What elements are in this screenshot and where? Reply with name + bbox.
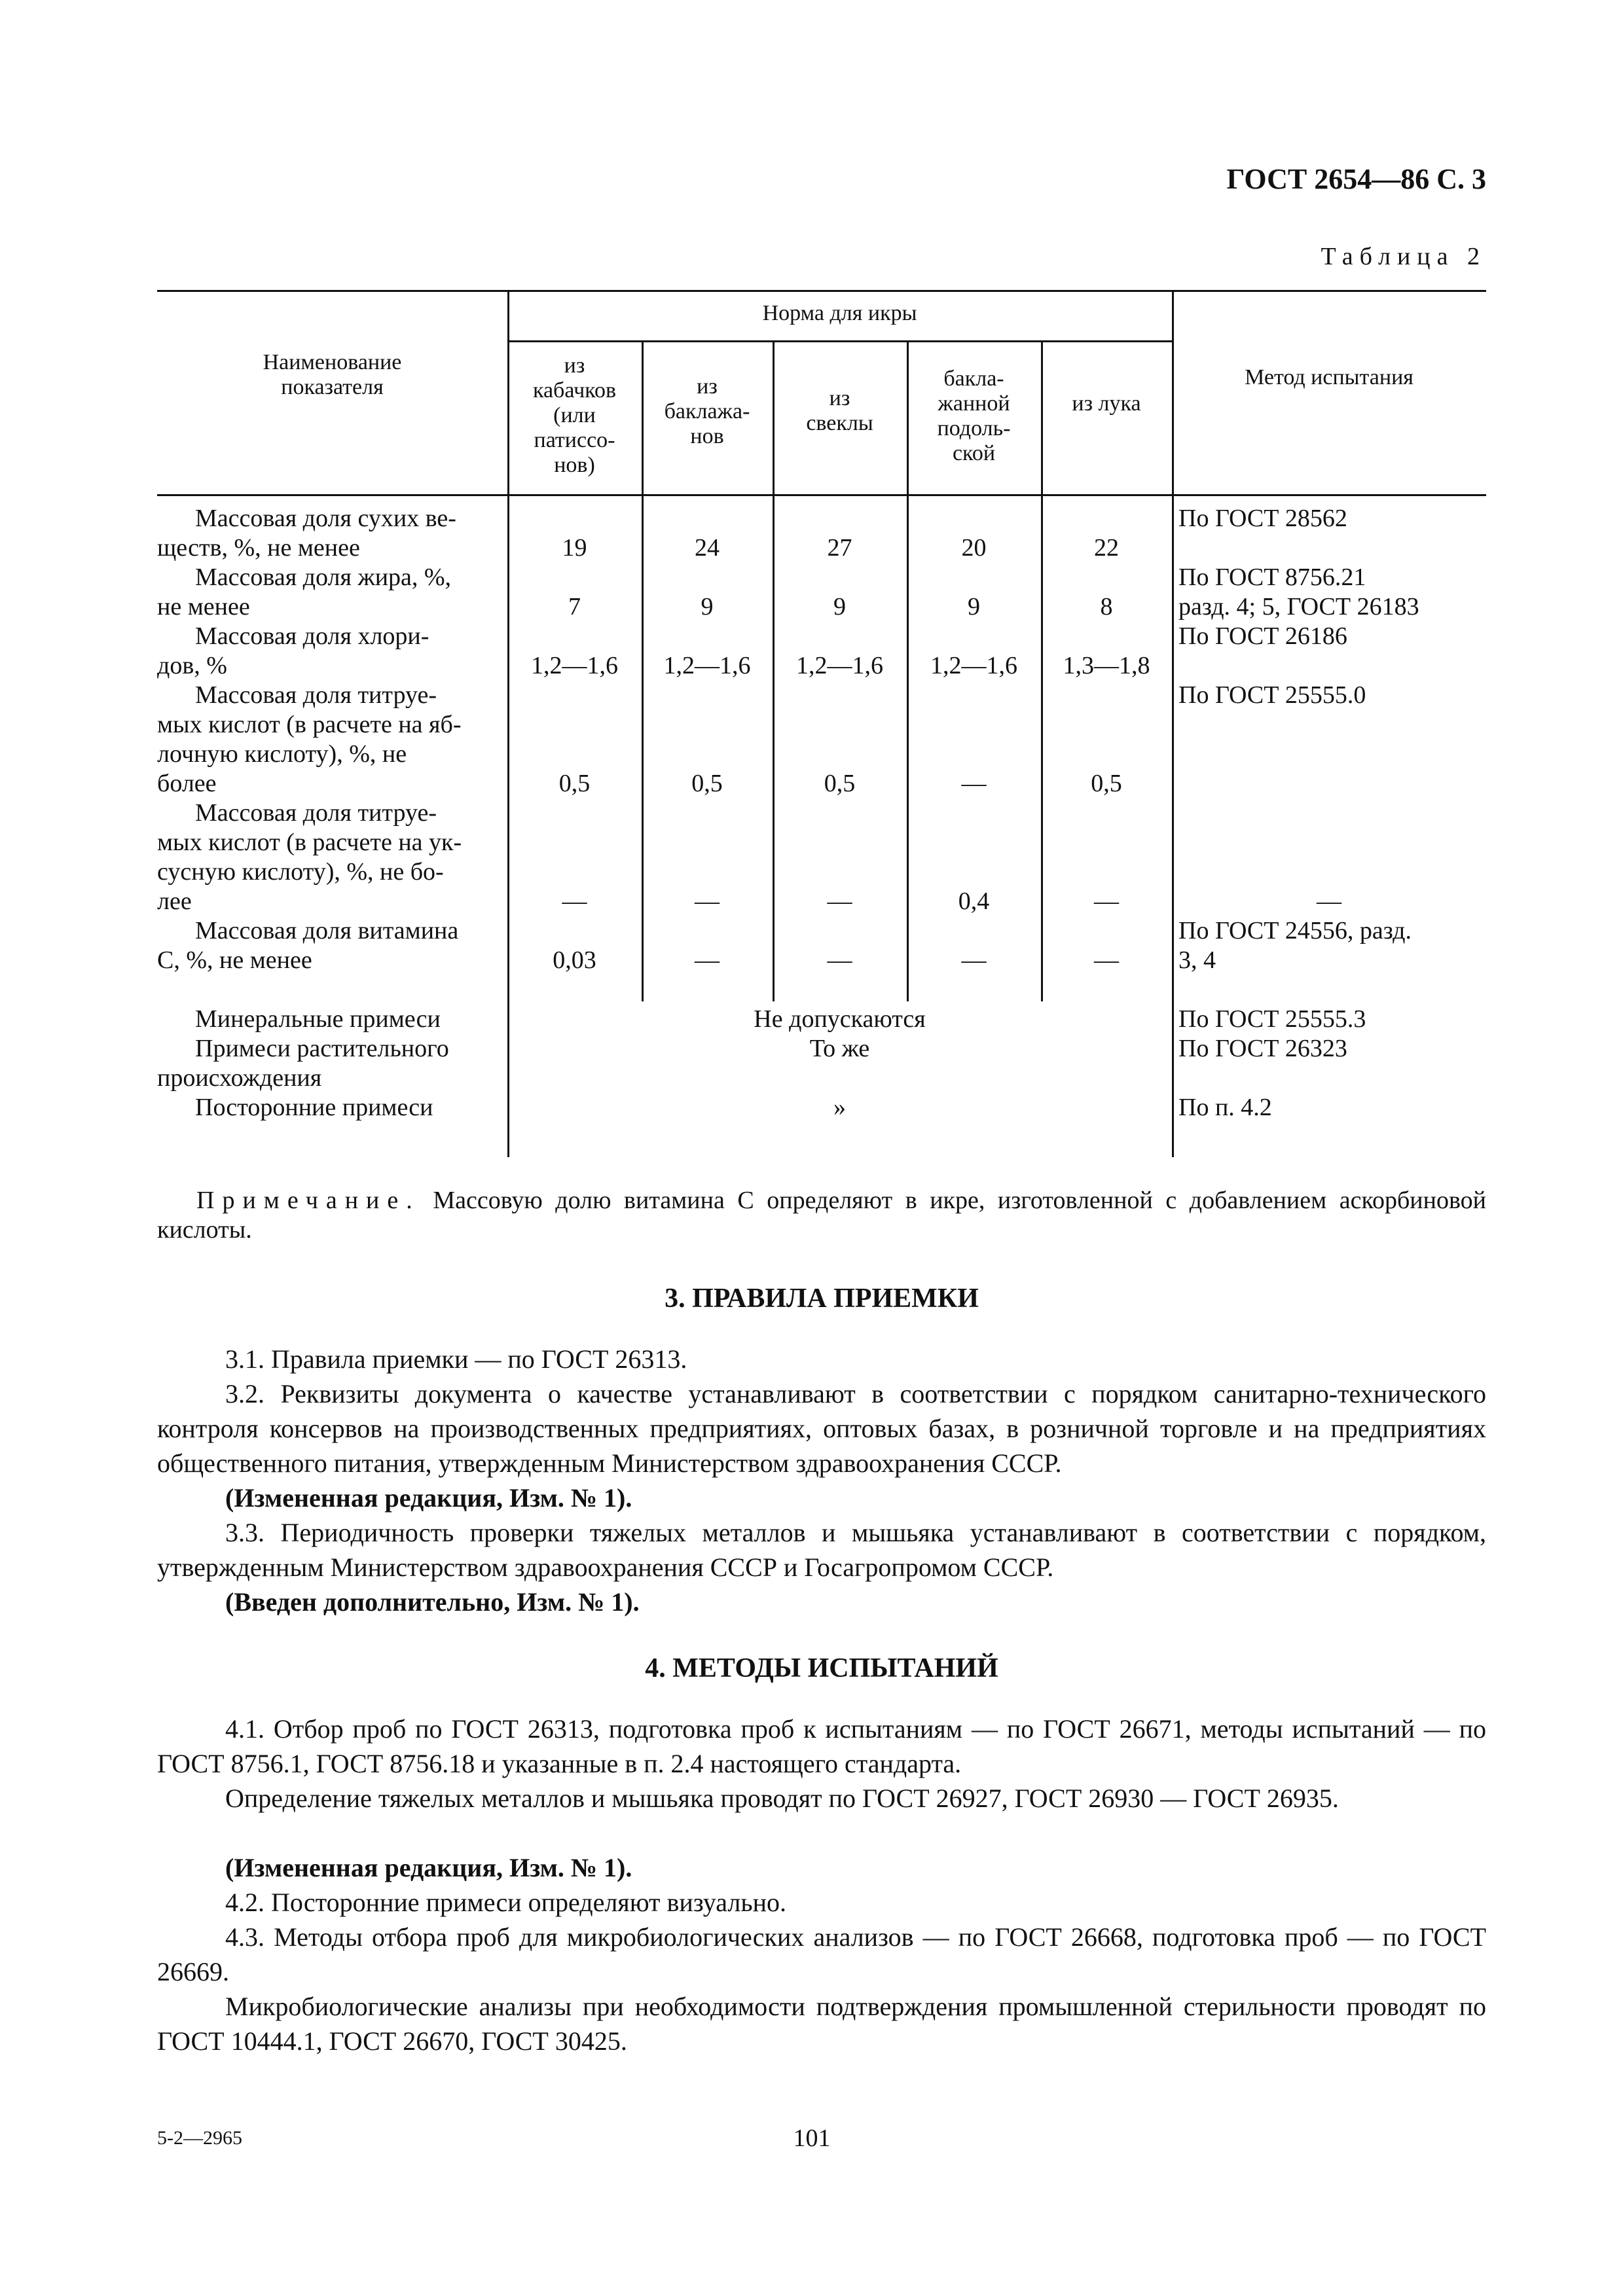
- cell-value: 1,3—1,8: [1063, 652, 1150, 679]
- paragraph-4-1: 4.1. Отбор проб по ГОСТ 26313, подготовка проб к испытаниям — по ГОСТ 26671, методы испытаний — по ГОСТ 8756.1, ГОСТ 8756.18 и указанные в п. 2.4 настоящего стандарта.: [157, 1714, 1486, 1778]
- row-name: Массовая доля титруе- мых кислот (в расчете на ук- сусную кислоту), %, не бо- лее: [157, 799, 462, 915]
- cell-value: 9: [833, 593, 846, 620]
- section-3-title: 3. ПРАВИЛА ПРИЕМКИ: [665, 1283, 979, 1314]
- amendment-3-2: (Измененная редакция, Изм. № 1).: [225, 1483, 632, 1513]
- cell-value: 24: [695, 534, 720, 562]
- paragraph-4-3: 4.3. Методы отбора проб для микробиологических анализов — по ГОСТ 26668, подготовка проб — по ГОСТ 26669.: [157, 1922, 1486, 1986]
- cell-value: 8: [1100, 593, 1113, 620]
- cell-method: По ГОСТ 28562: [1178, 505, 1347, 532]
- paragraph-3-2: 3.2. Реквизиты документа о качестве устанавливают в соответствии с порядком санитарно-технического контроля консервов на производственных предприятиях, оптовых базах, в розничной торговле и на предприятиях общественного питания, утвержденным Министерством здравоохранения СССР.: [157, 1379, 1486, 1478]
- cell-value: 27: [827, 534, 852, 562]
- cell-value: 9: [701, 593, 714, 620]
- paragraph-4-4: Микробиологические анализы при необходимости подтверждения промышленной стерильности проводят по ГОСТ 10444.1, ГОСТ 26670, ГОСТ 30425.: [157, 1992, 1486, 2056]
- cell-value: 0,5: [1091, 770, 1122, 797]
- amendment-4-1: (Измененная редакция, Изм. № 1).: [225, 1853, 632, 1882]
- print-code: 5-2—2965: [157, 2127, 242, 2149]
- cell-value: 0,5: [824, 770, 856, 797]
- cell-value: —: [827, 946, 852, 974]
- cell-method: По ГОСТ 25555.3: [1178, 1005, 1366, 1033]
- col-header-method: Метод испытания: [1245, 365, 1413, 389]
- page-number: 101: [793, 2125, 831, 2152]
- table-top-rule: [157, 290, 1486, 292]
- row-name: Массовая доля витамина С, %, не менее: [157, 917, 459, 974]
- paragraph-3-3: 3.3. Периодичность проверки тяжелых металлов и мышьяка устанавливают в соответствии с порядком, утвержденным Министерством здравоохранения СССР и Госагропромом СССР.: [157, 1518, 1486, 1582]
- cell-merged-value: »: [833, 1094, 846, 1121]
- cell-value: 19: [562, 534, 587, 562]
- cell-value: 7: [568, 593, 581, 620]
- sub-header-podolsk-eggplant: бакла- жанной подоль- ской: [937, 367, 1011, 465]
- cell-value: 20: [961, 534, 987, 562]
- col-header-name: Наименование показателя: [263, 350, 402, 399]
- amendment-3-3: (Введен дополнительно, Изм. № 1).: [225, 1587, 640, 1617]
- cell-value: 0,5: [558, 770, 591, 797]
- table-note: [157, 1186, 1486, 1245]
- cell-value: —: [695, 946, 720, 974]
- row-name: Массовая доля жира, %, не менее: [157, 564, 452, 620]
- cell-value: —: [961, 946, 987, 974]
- table-caption: Таблица 2: [1321, 243, 1486, 270]
- cell-method: По ГОСТ 24556, разд. 3, 4: [1178, 917, 1412, 974]
- section-4-title: 4. МЕТОДЫ ИСПЫТАНИЙ: [645, 1653, 998, 1683]
- cell-merged-value: То же: [809, 1035, 870, 1062]
- row-name: Минеральные примеси: [195, 1005, 441, 1033]
- cell-method: По п. 4.2: [1178, 1094, 1272, 1121]
- note-text: Массовую долю витамина С определяют в икре, изготовленной с добавлением аскорбиновой кислоты.: [157, 1187, 1487, 1244]
- cell-value: 1,2—1,6: [531, 652, 618, 679]
- cell-value: 1,2—1,6: [663, 652, 751, 679]
- row-name: Посторонние примеси: [195, 1094, 433, 1121]
- cell-value: —: [562, 888, 587, 915]
- document-reference: ГОСТ 2654—86 С. 3: [1226, 163, 1486, 195]
- paragraph-3-1: 3.1. Правила приемки — по ГОСТ 26313.: [225, 1344, 687, 1374]
- paragraph-4-2: 4.2. Посторонние примеси определяют визуально.: [225, 1888, 786, 1917]
- sub-header-zucchini: из кабачков (или патиссо- нов): [532, 353, 617, 477]
- sub-header-eggplant: из баклажа- нов: [664, 374, 750, 448]
- sub-header-onion: из лука: [1072, 391, 1141, 416]
- cell-value: —: [695, 888, 720, 915]
- norm-header-rule: [507, 340, 1172, 342]
- cell-value: 0,4: [958, 888, 990, 915]
- cell-method: По ГОСТ 26186: [1178, 622, 1347, 650]
- cell-value: —: [961, 770, 987, 797]
- cell-method: По ГОСТ 25555.0: [1178, 681, 1366, 709]
- cell-value: 0,03: [553, 946, 596, 974]
- col-header-norm: Норма для икры: [762, 301, 917, 325]
- cell-value: 9: [968, 593, 980, 620]
- row-name: Массовая доля хлори- дов, %: [157, 622, 429, 679]
- row-name: Массовая доля сухих ве- ществ, %, не менее: [157, 505, 456, 562]
- header-bottom-rule: [157, 494, 1486, 496]
- cell-value: —: [827, 888, 852, 915]
- paragraph-4-1b: Определение тяжелых металлов и мышьяка проводят по ГОСТ 26927, ГОСТ 26930 — ГОСТ 26935.: [225, 1784, 1339, 1813]
- cell-value: —: [1094, 946, 1119, 974]
- cell-value: 0,5: [691, 770, 723, 797]
- cell-value: 1,2—1,6: [796, 652, 883, 679]
- cell-value: —: [1094, 888, 1119, 915]
- note-label: Примечание.: [196, 1187, 420, 1214]
- col-divider: [1172, 290, 1174, 1157]
- row-name: Примеси растительного происхождения: [157, 1035, 449, 1092]
- cell-method: По ГОСТ 26323: [1178, 1035, 1347, 1062]
- cell-merged-value: Не допускаются: [754, 1005, 926, 1033]
- cell-method: По ГОСТ 8756.21 разд. 4; 5, ГОСТ 26183: [1178, 564, 1419, 620]
- sub-header-beet: из свеклы: [806, 386, 873, 435]
- cell-method: —: [1317, 888, 1341, 915]
- cell-value: 1,2—1,6: [930, 652, 1017, 679]
- cell-value: 22: [1094, 534, 1119, 562]
- row-name: Массовая доля титруе- мых кислот (в расчете на яб- лочную кислоту), %, не более: [157, 681, 462, 797]
